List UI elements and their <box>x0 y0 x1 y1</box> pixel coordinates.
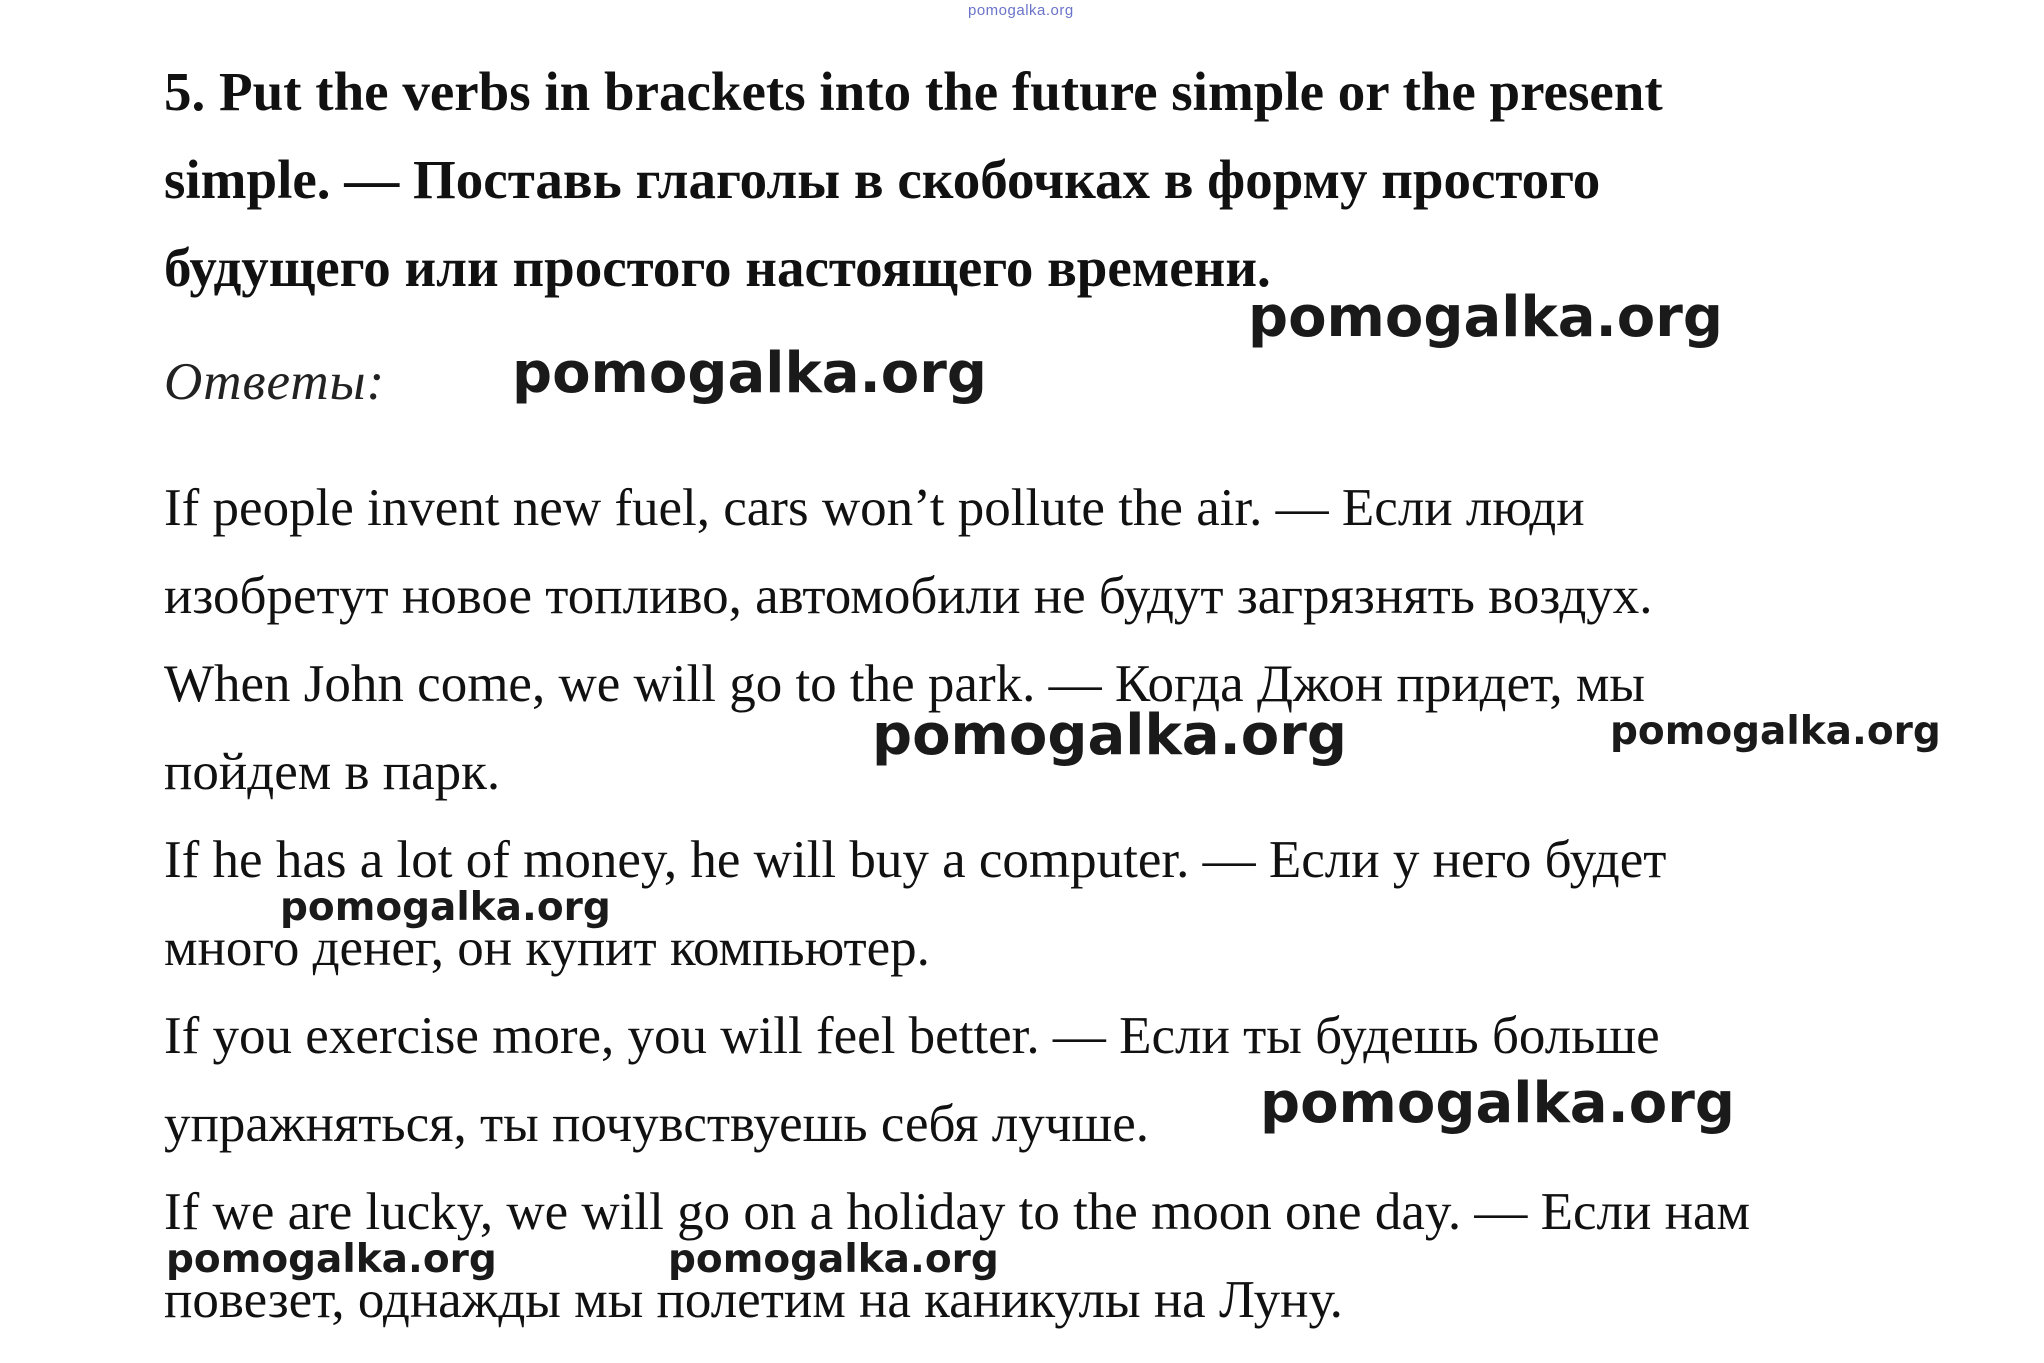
watermark: pomogalka.org <box>512 341 987 406</box>
watermark: pomogalka.org <box>1260 1071 1735 1136</box>
watermark: pomogalka.org <box>166 1237 497 1282</box>
answer-line: пойдем в парк. <box>164 743 501 801</box>
watermark: pomogalka.org <box>872 703 1347 768</box>
header-site-mark: pomogalka.org <box>968 2 1074 19</box>
watermark: pomogalka.org <box>280 885 611 930</box>
answer-line: When John come, we will go to the park. — Когда Джон придет, мы <box>164 655 1645 713</box>
answer-line: If we are lucky, we will go on a holiday to the moon one day. — Если нам <box>164 1183 1751 1241</box>
watermark: pomogalka.org <box>1610 709 1941 754</box>
task-title-line: simple. — Поставь глаголы в скобочках в форму простого <box>164 149 1601 210</box>
answer-line: изобретут новое топливо, автомобили не будут загрязнять воздух. <box>164 567 1653 625</box>
answer-line: If he has a lot of money, he will buy a computer. — Если у него будет <box>164 831 1667 889</box>
task-title <box>164 48 1924 312</box>
watermark: pomogalka.org <box>1248 285 1723 350</box>
task-title-line: 5. Put the verbs in brackets into the future simple or the present <box>164 61 1663 122</box>
watermark: pomogalka.org <box>668 1237 999 1282</box>
answer-line: If you exercise more, you will feel better. — Если ты будешь больше <box>164 1007 1660 1065</box>
answer-line: повезет, однажды мы полетим на каникулы на Луну. <box>164 1271 1343 1329</box>
answer-line: If people invent new fuel, cars won’t pollute the air. — Если люди <box>164 479 1585 537</box>
task-title-line: будущего или простого настоящего времени. <box>164 237 1271 298</box>
answer-line: упражняться, ты почувствуешь себя лучше. <box>164 1095 1149 1153</box>
answers-label: Ответы: <box>164 353 386 411</box>
answer-line: много денег, он купит компьютер. <box>164 919 930 977</box>
